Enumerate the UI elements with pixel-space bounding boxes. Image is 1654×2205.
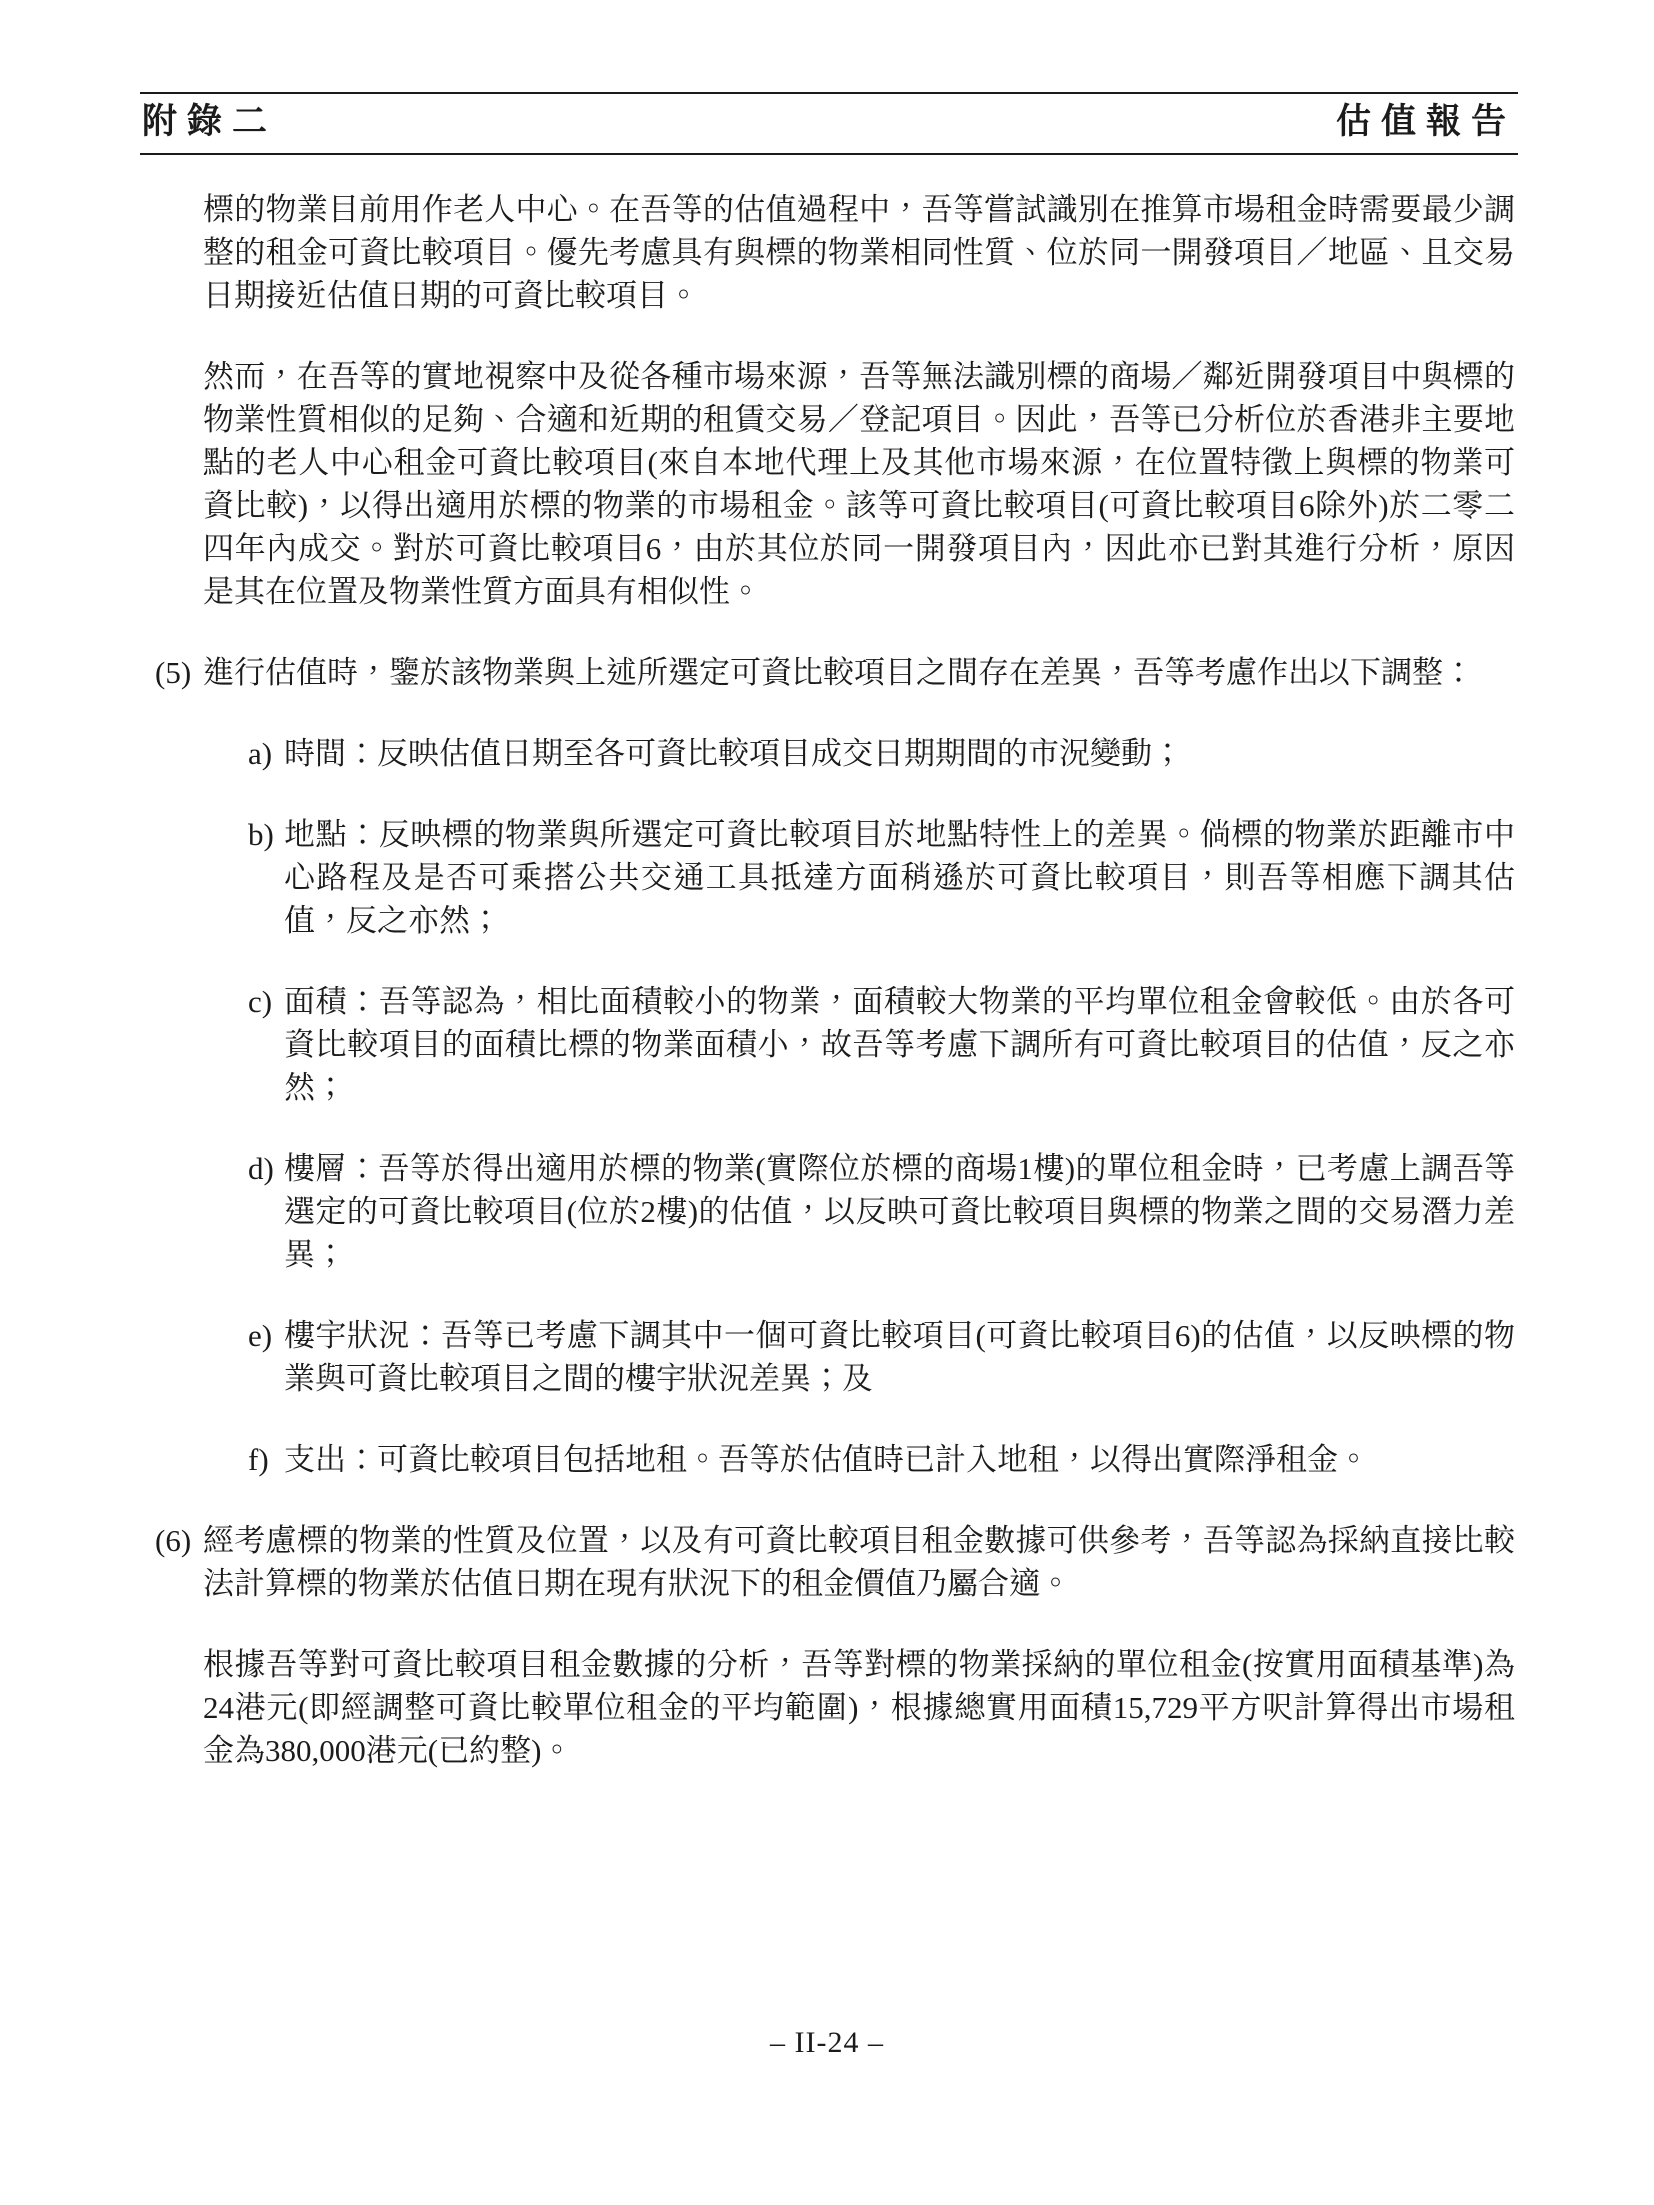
adjustment-d-text: 樓層：吾等於得出適用於標的物業(實際位於標的商場1樓)的單位租金時，已考慮上調吾等選定的可資比較項目(位於2樓)的估值，以反映可資比較項目與標的物業之間的交易潛力差異； bbox=[284, 1151, 1515, 1272]
adjustment-item-e bbox=[248, 1314, 1515, 1400]
item-5-text: 進行估值時，鑒於該物業與上述所選定可資比較項目之間存在差異，吾等考慮作出以下調整： bbox=[203, 655, 1474, 690]
adjustment-b-letter: b) bbox=[248, 817, 274, 852]
adjustment-f-text: 支出：可資比較項目包括地租。吾等於估值時已計入地租，以得出實際淨租金。 bbox=[284, 1442, 1369, 1477]
adjustment-f-letter: f) bbox=[248, 1442, 269, 1477]
numbered-item-5 bbox=[155, 651, 1515, 694]
adjustment-item-d bbox=[248, 1147, 1515, 1276]
adjustment-c-letter: c) bbox=[248, 984, 273, 1019]
intro-paragraph-2: 然而，在吾等的實地視察中及從各種市場來源，吾等無法識別標的商場／鄰近開發項目中與標的物業性質相似的足夠、合適和近期的租賃交易／登記項目。因此，吾等已分析位於香港非主要地點的老人中心租金可資比較項目(來自本地代理上及其他市場來源，在位置特徵上與標的物業可資比較)，以得出適用於標的物業的市場租金。該等可資比較項目(可資比較項目6除外)於二零二四年內成交。對於可資比較項目6，由於其位於同一開發項目內，因此亦已對其進行分析，原因是其在位置及物業性質方面具有相似性。 bbox=[203, 359, 1515, 609]
adjustment-item-f bbox=[248, 1438, 1515, 1481]
adjustment-a-text: 時間：反映估值日期至各可資比較項目成交日期期間的市況變動； bbox=[284, 736, 1183, 771]
adjustment-c-text: 面積：吾等認為，相比面積較小的物業，面積較大物業的平均單位租金會較低。由於各可資比較項目的面積比標的物業面積小，故吾等考慮下調所有可資比較項目的估值，反之亦然； bbox=[284, 984, 1515, 1105]
page-header bbox=[140, 92, 1518, 155]
adjustment-item-a bbox=[248, 732, 1515, 775]
adjustment-d-letter: d) bbox=[248, 1151, 274, 1186]
page-footer bbox=[0, 2026, 1654, 2060]
intro-paragraph-1: 標的物業目前用作老人中心。在吾等的估值過程中，吾等嘗試識別在推算市場租金時需要最少調整的租金可資比較項目。優先考慮具有與標的物業相同性質、位於同一開發項目／地區、且交易日期接近估值日期的可資比較項目。 bbox=[203, 192, 1515, 313]
numbered-item-6 bbox=[155, 1519, 1515, 1605]
adjustment-e-letter: e) bbox=[248, 1318, 273, 1353]
header-appendix-label: 附錄二 bbox=[142, 102, 278, 141]
adjustment-item-c bbox=[248, 980, 1515, 1109]
item-6-text: 經考慮標的物業的性質及位置，以及有可資比較項目租金數據可供參考，吾等認為採納直接比較法計算標的物業於估值日期在現有狀況下的租金價值乃屬合適。 bbox=[203, 1523, 1515, 1601]
item-6-number: (6) bbox=[155, 1523, 192, 1558]
adjustment-a-letter: a) bbox=[248, 736, 273, 771]
adjustment-e-text: 樓宇狀況：吾等已考慮下調其中一個可資比較項目(可資比較項目6)的估值，以反映標的物業與可資比較項目之間的樓宇狀況差異；及 bbox=[284, 1318, 1515, 1396]
document-body bbox=[155, 188, 1515, 1810]
item-5-number: (5) bbox=[155, 655, 192, 690]
adjustment-item-b bbox=[248, 813, 1515, 942]
adjustment-b-text: 地點：反映標的物業與所選定可資比較項目於地點特性上的差異。倘標的物業於距離市中心路程及是否可乘搭公共交通工具抵達方面稍遜於可資比較項目，則吾等相應下調其估值，反之亦然； bbox=[284, 817, 1515, 938]
header-report-title: 估值報告 bbox=[1335, 102, 1516, 141]
closing-paragraph: 根據吾等對可資比較項目租金數據的分析，吾等對標的物業採納的單位租金(按實用面積基準)為24港元(即經調整可資比較單位租金的平均範圍)，根據總實用面積15,729平方呎計算得出市場租金為380,000港元(已約整)。 bbox=[203, 1647, 1515, 1768]
page-number: – II-24 – bbox=[770, 2026, 884, 2059]
